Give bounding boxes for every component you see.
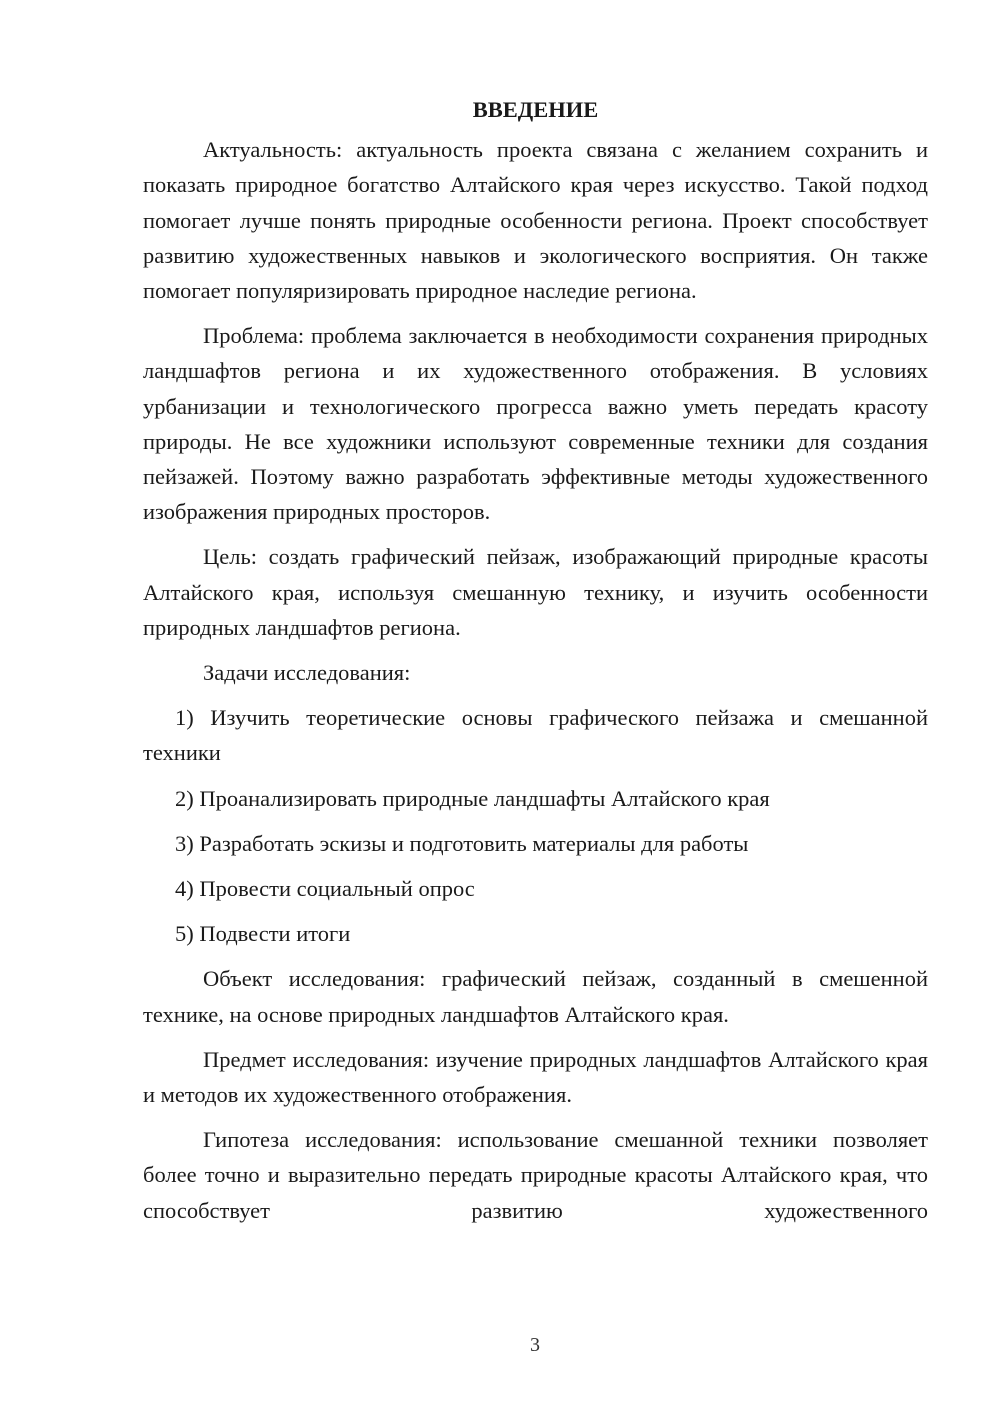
paragraph-problem: Проблема: проблема заключается в необходимости сохранения природных ландшафтов региона и их художественного отображения. В условиях урбанизации и технологического прогресса важно уметь передать красоту природы. Не все художники используют современные техники для создания пейзажей. Поэтому важно разработать эффективные методы художественного изображения природных просторов. (143, 323, 928, 525)
task-item-5: 5) Подвести итоги (175, 921, 351, 947)
task-item-4: 4) Провести социальный опрос (175, 876, 475, 902)
page-number: 3 (530, 1334, 540, 1356)
section-title: ВВЕДЕНИЕ (472, 97, 599, 122)
paragraph-subject: Предмет исследования: изучение природных ландшафтов Алтайского края и методов их художественного отображения. (143, 1046, 928, 1108)
paragraph-tasks-heading: Задачи исследования: (203, 660, 411, 686)
task-item-1: 1) Изучить теоретические основы графического пейзажа и смешанной техники (143, 705, 928, 766)
paragraph-object: Объект исследования: графический пейзаж, созданный в смешенной технике, на основе природных ландшафтов Алтайского края. (143, 966, 928, 1027)
paragraph-goal: Цель: создать графический пейзаж, изображающий природные красоты Алтайского края, используя смешанную технику, и изучить особенности природных ландшафтов региона. (143, 544, 928, 640)
paragraph-relevance: Актуальность: актуальность проекта связана с желанием сохранить и показать природное богатство Алтайского края через искусство. Такой подход помогает лучше понять природные особенности региона. Проект способствует развитию художественных навыков и экологического восприятия. Он также помогает популяризировать природное наследие региона. (143, 137, 928, 304)
document-body (143, 92, 928, 1238)
task-item-3: 3) Разработать эскизы и подготовить материалы для работы (175, 830, 749, 856)
task-item-2: 2) Проанализировать природные ландшафты Алтайского края (175, 785, 770, 811)
paragraph-hypothesis: Гипотеза исследования: использование смешанной техники позволяет более точно и выразительно передать природные красоты Алтайского края, что способствует развитию художественного (143, 1127, 928, 1223)
